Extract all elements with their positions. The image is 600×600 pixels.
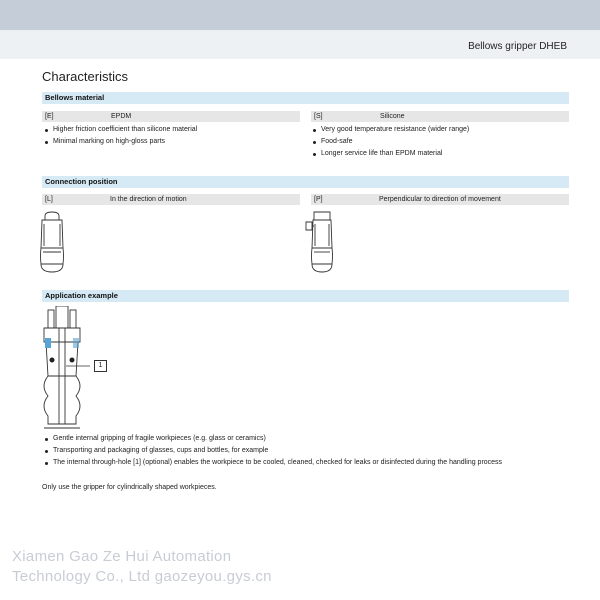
list-item: Transporting and packaging of glasses, cups and bottles, for example [44, 445, 502, 457]
gripper-axial-connection-drawing [37, 208, 67, 276]
list-item: Higher friction coefficient than silicone material [44, 124, 197, 136]
section-bellows-material: Bellows material [42, 92, 569, 104]
callout-label-1: 1 [94, 360, 107, 372]
watermark-line-1: Xiamen Gao Ze Hui Automation [12, 548, 232, 565]
silicone-bullet-list [312, 124, 469, 160]
list-item: Minimal marking on high-gloss parts [44, 136, 197, 148]
application-cross-section-drawing [40, 306, 90, 434]
connection-option-p [311, 194, 569, 205]
application-bullet-list [44, 433, 502, 469]
watermark-line-2: Technology Co., Ltd gaozeyou.gys.cn [12, 568, 272, 585]
connection-option-l [42, 194, 300, 205]
connection-code-l: [L] [45, 196, 53, 203]
top-bar [0, 0, 600, 30]
list-item: The internal through-hole [1] (optional) enables the workpiece to be cooled, cleaned, checked for leaks or disinfected during the handling process [44, 457, 502, 469]
gripper-radial-connection-drawing [304, 208, 340, 276]
material-code-e: [E] [45, 113, 54, 120]
list-item: Very good temperature resistance (wider range) [312, 124, 469, 136]
list-item: Gentle internal gripping of fragile workpieces (e.g. glass or ceramics) [44, 433, 502, 445]
connection-code-p: [P] [314, 196, 323, 203]
usage-note: Only use the gripper for cylindrically shaped workpieces. [42, 484, 217, 491]
material-option-silicone [311, 111, 569, 122]
page-title: Characteristics [42, 69, 128, 84]
material-option-epdm [42, 111, 300, 122]
material-name-epdm: EPDM [111, 113, 132, 120]
epdm-bullet-list [44, 124, 197, 148]
list-item: Longer service life than EPDM material [312, 148, 469, 160]
header-title: Bellows gripper DHEB [468, 41, 567, 52]
connection-name-p: Perpendicular to direction of movement [379, 196, 501, 203]
connection-name-l: In the direction of motion [110, 196, 187, 203]
material-name-silicone: Silicone [380, 113, 405, 120]
section-connection-position: Connection position [42, 176, 569, 188]
list-item: Food-safe [312, 136, 469, 148]
material-code-s: [S] [314, 113, 323, 120]
section-application-example: Application example [42, 290, 569, 302]
